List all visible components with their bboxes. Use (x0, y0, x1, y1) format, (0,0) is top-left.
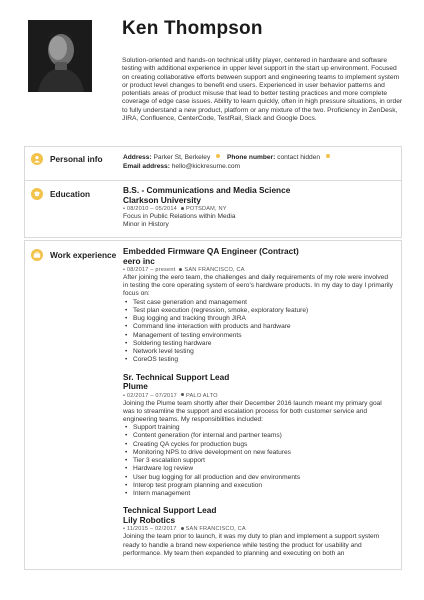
job-title: Sr. Technical Support Lead (123, 371, 230, 382)
list-item: • Creating QA cycles for production bugs (123, 441, 393, 449)
info-line-1 (123, 153, 393, 162)
list-item: • Test plan execution (regression, smoke, exploratory feature) (123, 307, 393, 315)
work-experience-title: Work experience (50, 250, 117, 260)
list-item: • Test case generation and management (123, 299, 393, 307)
personal-info-section (24, 146, 402, 182)
job-description: Joining the team prior to launch, it was my duty to plan and implement a support system ready to handle a brand new experience while testing the product for usability and performance. My team then expanded to planning and executing on both an (123, 533, 380, 557)
job-bullets (123, 424, 393, 498)
list-item: • Monitoring NPS to drive development on new features (123, 449, 393, 457)
personal-info-title: Personal info (50, 154, 103, 164)
email-label: Email address: (123, 163, 170, 170)
list-item: • Network level testing (123, 348, 393, 356)
address-label: Address: (123, 154, 152, 161)
profile-photo (28, 20, 92, 92)
education-dates: 08/2010 – 05/2014 (126, 206, 177, 212)
personal-info-header (31, 153, 103, 165)
list-item: • Interop test program planning and execution (123, 482, 393, 490)
location-pin-icon (181, 207, 184, 210)
job-location: PALO ALTO (185, 392, 218, 399)
graduation-cap-icon (31, 188, 43, 200)
separator-dot (216, 154, 220, 158)
job-description: After joining the eero team, the challenges and daily requirements of my role were involved in testing the core operating system of eero's hardware products. In my day to day I primarily focus on: (123, 274, 393, 298)
briefcase-icon (31, 249, 43, 261)
list-item: • Management of testing environments (123, 332, 393, 340)
list-item: • Tier 3 escalation support (123, 457, 393, 465)
list-item: • User bug logging for all production and dev environments (123, 474, 393, 482)
job-title: Embedded Firmware QA Engineer (Contract) (123, 246, 299, 256)
job-bullets (123, 299, 393, 365)
education-location: POTSDAM, NY (185, 206, 227, 212)
job-description: Joining the Plume team shortly after their December 2016 launch meant my primary goal was to streamline the support and escalation process for both customer service and engineering teams. My responsibilities included: (123, 399, 382, 424)
school-name: Clarkson University (123, 194, 201, 205)
job-entry (123, 506, 393, 558)
job-entry (123, 247, 393, 365)
job-dates: 02/2017 – 07/2017 (126, 392, 177, 399)
job-dates: 08/2017 – present (126, 267, 176, 273)
education-section (24, 180, 402, 238)
email-value: hello@kickresume.com (171, 163, 241, 170)
education-meta: • 08/2010 – 05/2014 POTSDAM, NY (123, 206, 227, 212)
address-value: Parker St, Berkeley (153, 154, 211, 161)
education-title: Education (50, 189, 91, 199)
company-name: Plume (123, 381, 148, 392)
location-pin-icon (181, 393, 184, 396)
education-line: Minor in History (123, 221, 169, 229)
list-item: • Intern management (123, 490, 393, 498)
work-experience-header (31, 249, 116, 261)
phone-value: contact hidden (277, 154, 321, 161)
list-item: • Support training (123, 424, 393, 432)
location-pin-icon (179, 268, 182, 271)
job-title: Technical Support Lead (123, 505, 217, 516)
list-item: • Content generation (for internal and partner teams) (123, 432, 393, 440)
personal-info-content (123, 153, 393, 171)
list-item: • CoreOS testing (123, 356, 393, 364)
company-name: eero inc (123, 255, 155, 266)
work-experience-section (24, 240, 402, 570)
list-item: • Soldering testing hardware (123, 340, 393, 348)
job-location: SAN FRANCISCO, CA (185, 526, 246, 533)
phone-label: Phone number: (226, 154, 276, 161)
education-content (123, 186, 393, 229)
candidate-name: Ken Thompson (122, 18, 263, 39)
list-item: • Command line interaction with products and hardware (123, 323, 393, 331)
job-meta: • 02/2017 – 07/2017 PALO ALTO (123, 392, 218, 399)
company-name: Lily Robotics (123, 514, 176, 525)
job-location: SAN FRANCISCO, CA (184, 267, 245, 273)
summary-text: Solution-oriented and hands-on technical utility player, centered in hardware and software testing with additional experience in upper level support in the start up environment. Focused on creating collaborative efforts between support and engineering teams to implement system or product level changes to benefit end users. Experienced in user behavior patterns and potentials areas of product misuse that lead to better testing practices and more complete coverage of edge case issues. Ability to learn quickly, often in high pressure situations, in order to fully understand a new product, platform or any mixture of the two. Proficiency in ZenDesk, JIRA, Confluence, CenterCode, TestRail, Slack and Google Docs. (122, 57, 403, 122)
degree: B.S. - Communications and Media Science (123, 185, 291, 195)
separator-dot (326, 154, 330, 158)
location-pin-icon (181, 527, 184, 530)
job-meta: • 08/2017 – present SAN FRANCISCO, CA (123, 267, 245, 273)
job-entry (123, 373, 393, 499)
list-item: • Bug logging and tracking through JIRA (123, 315, 393, 323)
education-header (31, 188, 90, 200)
work-experience-content (123, 247, 393, 566)
education-line: Focus in Public Relations within Media (123, 213, 236, 220)
info-line-2 (123, 162, 393, 171)
list-item: • Hardware log review (123, 465, 393, 473)
person-icon (31, 153, 43, 165)
job-meta: • 11/2015 – 02/2017 SAN FRANCISCO, CA (123, 526, 246, 533)
job-dates: 11/2015 – 02/2017 (126, 526, 177, 533)
